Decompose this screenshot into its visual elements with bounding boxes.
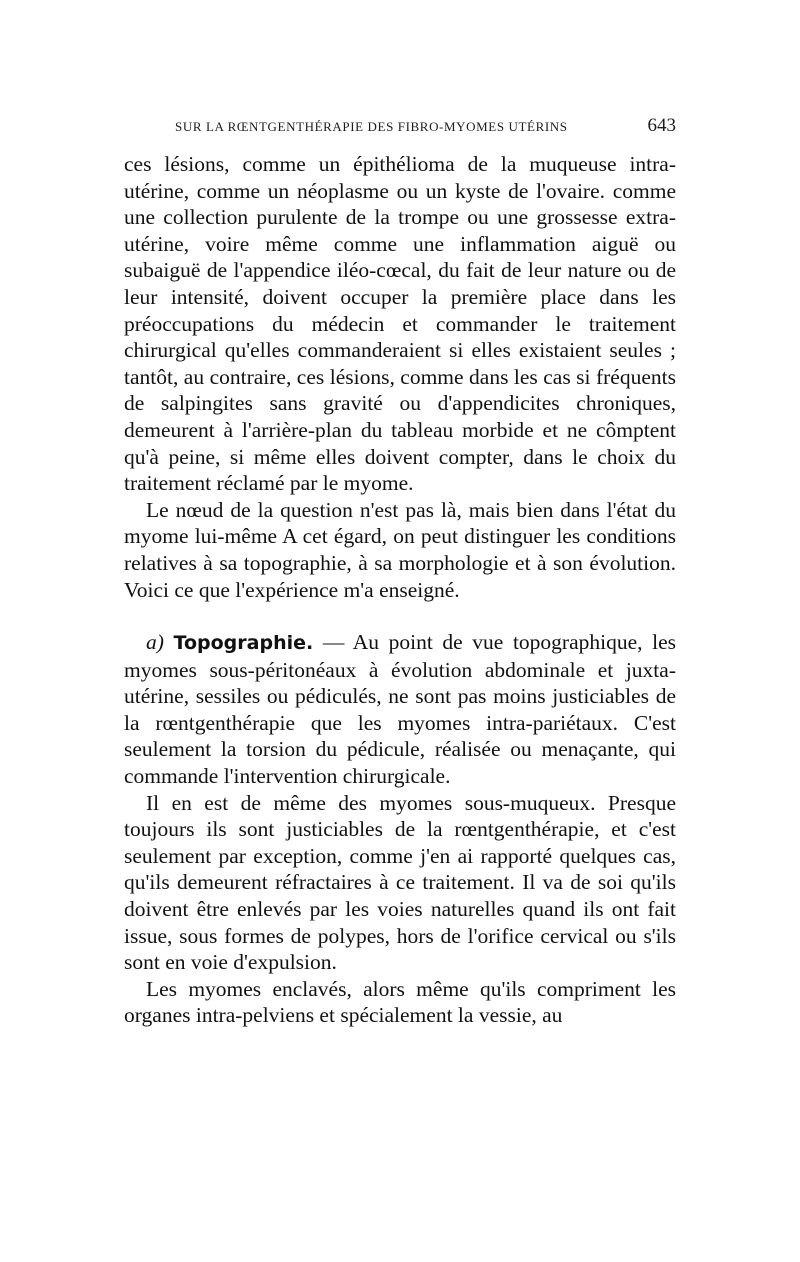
section-label: a) <box>146 630 164 655</box>
paragraph-1: ces lésions, comme un épithélioma de la muqueuse intra-utérine, comme un néoplasme ou un kyste de l'ovaire. comme une collection purulente de la trompe ou une grossesse extra-utérine, voire même comme une inflammation aiguë ou subaiguë de l'appendice iléo-cœcal, du fait de leur nature ou de leur intensité, doivent occuper la première place dans les préoccupations du médecin et commander le traitement chirurgical qu'elles commanderaient si elles existaient seules ; tantôt, au contraire, ces lésions, comme dans les cas si fréquents de salpingites sans gravité ou d'appendicites chroniques, demeurent à l'arrière-plan du tableau morbide et ne cômptent qu'à peine, si même elles doivent compter, dans le choix du traitement réclamé par le myome. <box>124 152 676 496</box>
body-text <box>124 151 676 1029</box>
page-number: 643 <box>647 115 676 136</box>
running-head <box>175 117 676 139</box>
section-heading: Topographie. <box>173 632 314 655</box>
paragraph-2: Le nœud de la question n'est pas là, mais bien dans l'état du myome lui-même A cet égard, on peut distinguer les conditions relatives à sa topographie, à sa morphologie et à son évolution. Voici ce que l'expérience m'a enseigné. <box>124 497 676 602</box>
paragraph-4: Il en est de même des myomes sous-muqueux. Presque toujours ils sont justiciables de la rœntgenthérapie, et c'est seulement par exception, comme j'en ai rapporté quelques cas, qu'ils demeurent réfractaires à ce traitement. Il va de soi qu'ils doivent être enlevés par les voies naturelles quand ils ont fait issue, sous formes de polypes, hors de l'orifice cervical ou s'ils sont en voie d'expulsion. <box>124 790 676 975</box>
paragraph-3-text: — Au point de vue topographique, les myomes sous-péritonéaux à évolution abdominale et juxta-utérine, sessiles ou pédiculés, ne sont pas moins justiciables de la rœntgenthérapie que les myomes intra-pariétaux. C'est seulement la torsion du pédicule, réalisée ou menaçante, qui commande l'intervention chirurgicale. <box>124 630 677 789</box>
paragraph-5: Les myomes enclavés, alors même qu'ils compriment les organes intra-pelviens et spécialement la vessie, au <box>124 976 676 1028</box>
paragraph-3 <box>124 629 676 790</box>
running-head-title: SUR LA RŒNTGENTHÉRAPIE DES FIBRO-MYOMES UTÉRINS <box>175 119 568 134</box>
